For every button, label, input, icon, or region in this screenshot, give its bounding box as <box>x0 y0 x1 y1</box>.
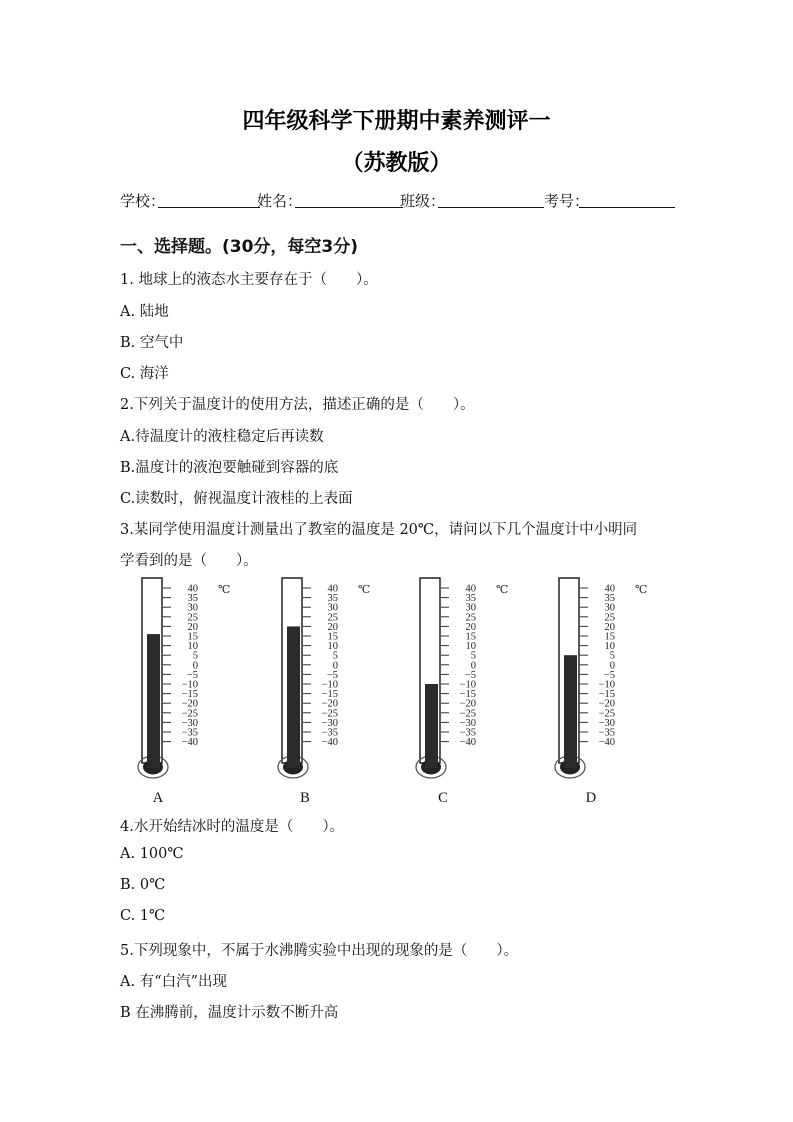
question-1-stem: 1. 地球上的液态水主要存在于（ ）。 <box>120 272 378 288</box>
scale-label: 15 <box>604 631 615 643</box>
question-5-stem: 5.下列现象中，不属于水沸腾实验中出现的现象的是（ ）。 <box>120 943 519 959</box>
scale-label: −5 <box>464 669 476 681</box>
question-1-option-b: B. 空气中 <box>120 335 184 351</box>
scale-label: −5 <box>603 669 615 681</box>
scale-label: −5 <box>186 669 198 681</box>
scale-label: 30 <box>327 602 338 614</box>
scale-label: −25 <box>321 708 338 720</box>
section-heading: 一、选择题。(30分，每空3分) <box>120 237 359 257</box>
question-3-stem-line2: 学看到的是（ ）。 <box>120 553 258 569</box>
scale-label: 20 <box>327 621 338 633</box>
scale-label: 5 <box>470 650 476 662</box>
scale-label: 35 <box>604 593 615 605</box>
class-label: 班级： <box>400 192 446 210</box>
scale-label: 20 <box>465 621 476 633</box>
scale-label: −20 <box>459 698 476 710</box>
scale-label: −15 <box>321 689 338 701</box>
scale-label: 40 <box>187 583 198 595</box>
page-subtitle: （苏教版） <box>341 151 452 176</box>
number-label: 考号： <box>544 192 590 210</box>
scale-label: −30 <box>181 717 198 729</box>
scale-label: 0 <box>609 660 615 672</box>
thermometer-liquid-c <box>425 684 438 768</box>
scale-label: −40 <box>459 737 476 749</box>
scale-label: −30 <box>321 717 338 729</box>
scale-label: −30 <box>459 717 476 729</box>
scale-label: 25 <box>327 612 338 624</box>
thermometer-liquid-a <box>147 634 160 768</box>
scale-label: 15 <box>187 631 198 643</box>
scale-label: 0 <box>332 660 338 672</box>
thermometer-label-c: C <box>438 790 448 806</box>
scale-label: 5 <box>332 650 338 662</box>
scale-label: 10 <box>604 641 615 653</box>
scale-label: −40 <box>181 737 198 749</box>
scale-label: −20 <box>321 698 338 710</box>
question-5-option-a: A. 有“白汽”出现 <box>120 974 228 990</box>
page-title: 四年级科学下册期中素养测评一 <box>242 109 551 134</box>
scale-label: 25 <box>604 612 615 624</box>
scale-label: 30 <box>465 602 476 614</box>
scale-label: 20 <box>604 621 615 633</box>
question-2-option-c: C.读数时，俯视温度计液桂的上表面 <box>120 491 353 507</box>
question-4-option-b: B. 0℃ <box>120 877 166 893</box>
scale-label: −35 <box>598 727 615 739</box>
question-2-option-b: B.温度计的液泡要触碰到容器的底 <box>120 460 339 476</box>
scale-label: 30 <box>187 602 198 614</box>
unit-symbol: ℃ <box>218 584 231 596</box>
scale-label: −40 <box>598 737 615 749</box>
question-1-option-a: A. 陆地 <box>120 304 169 320</box>
scale-label: −10 <box>598 679 615 691</box>
scale-label: 15 <box>327 631 338 643</box>
scale-label: 10 <box>465 641 476 653</box>
scale-label: 35 <box>465 593 476 605</box>
scale-label: −35 <box>321 727 338 739</box>
thermometer-label-b: B <box>300 790 310 806</box>
scale-label: 15 <box>465 631 476 643</box>
unit-symbol: ℃ <box>496 584 509 596</box>
scale-label: −40 <box>321 737 338 749</box>
question-1-option-c: C. 海洋 <box>120 366 169 382</box>
scale-label: 10 <box>187 641 198 653</box>
scale-label: −30 <box>598 717 615 729</box>
scale-label: 35 <box>327 593 338 605</box>
scale-label: −10 <box>321 679 338 691</box>
question-4-stem: 4.水开始结冰时的温度是（ ）。 <box>120 819 345 835</box>
scale-label: −35 <box>459 727 476 739</box>
scale-label: −5 <box>326 669 338 681</box>
scale-label: −10 <box>459 679 476 691</box>
scale-label: −15 <box>181 689 198 701</box>
thermometer-liquid-d <box>564 655 577 768</box>
scale-label: 20 <box>187 621 198 633</box>
scale-label: −20 <box>598 698 615 710</box>
thermometer-label-d: D <box>585 790 597 806</box>
question-4-option-a: A. 100℃ <box>120 846 184 862</box>
name-label: 姓名： <box>257 192 303 210</box>
scale-label: −20 <box>181 698 198 710</box>
scale-label: 40 <box>327 583 338 595</box>
scale-label: −25 <box>181 708 198 720</box>
question-3-stem-line1: 3.某同学使用温度计测量出了教室的温度是 20℃，请问以下几个温度计中小明同 <box>120 522 638 538</box>
question-5-option-b: B 在沸腾前，温度计示数不断升高 <box>120 1005 339 1021</box>
question-2-stem: 2.下列关于温度计的使用方法，描述正确的是（ ）。 <box>120 397 475 413</box>
scale-label: −25 <box>459 708 476 720</box>
scale-label: 35 <box>187 593 198 605</box>
scale-label: 25 <box>187 612 198 624</box>
scale-label: 40 <box>465 583 476 595</box>
scale-label: −10 <box>181 679 198 691</box>
scale-label: 0 <box>470 660 476 672</box>
unit-symbol: ℃ <box>358 584 371 596</box>
question-4-option-c: C. 1℃ <box>120 908 166 924</box>
scale-label: 0 <box>192 660 198 672</box>
school-label: 学校： <box>120 192 166 210</box>
unit-symbol: ℃ <box>635 584 648 596</box>
scale-label: −15 <box>598 689 615 701</box>
scale-label: 10 <box>327 641 338 653</box>
thermometer-liquid-b <box>287 626 300 768</box>
scale-label: 30 <box>604 602 615 614</box>
question-2-option-a: A.待温度计的液柱稳定后再读数 <box>120 429 324 445</box>
thermometer-label-a: A <box>152 790 164 806</box>
scale-label: −35 <box>181 727 198 739</box>
scale-label: 25 <box>465 612 476 624</box>
scale-label: 5 <box>609 650 615 662</box>
scale-label: 5 <box>192 650 198 662</box>
scale-label: −15 <box>459 689 476 701</box>
scale-label: −25 <box>598 708 615 720</box>
scale-label: 40 <box>604 583 615 595</box>
